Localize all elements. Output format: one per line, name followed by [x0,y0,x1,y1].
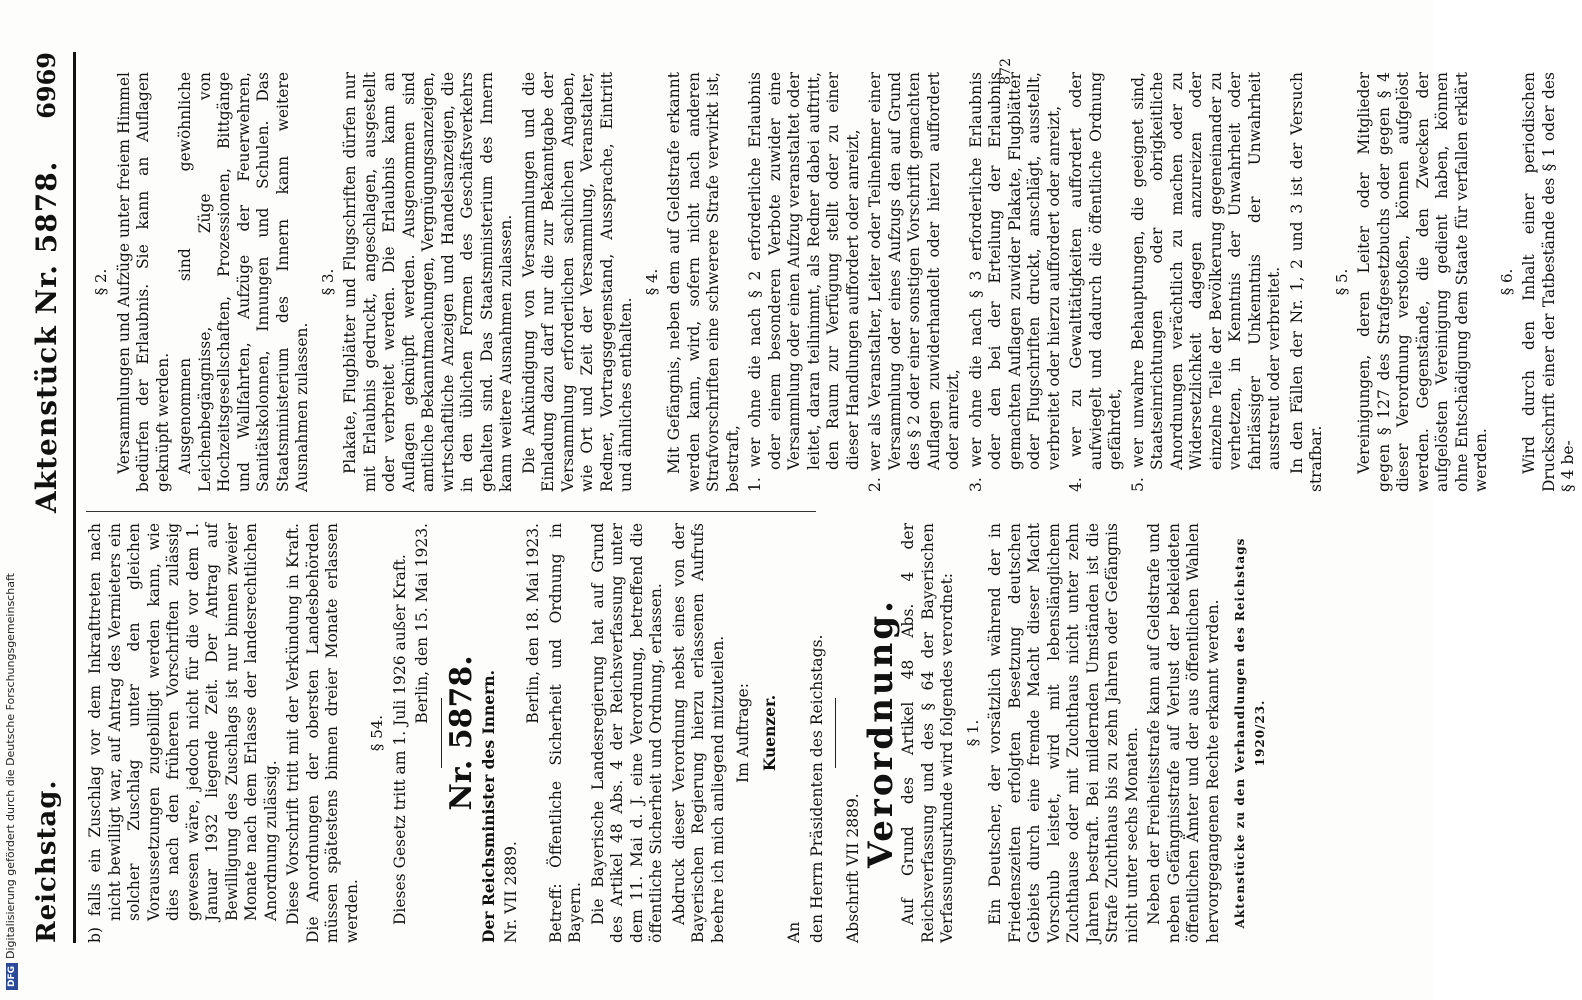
section-heading: § 54. [368,714,386,752]
list-item: 2. wer als Veranstalter, Leiter oder Teilnehmer einer Versammlung oder eines Aufzugs den auf Grund des § 2 oder einer sonstigen Vorschrift gemachten Auflagen zuwiderhandelt oder hierzu auffordert oder anreizt, [866,72,962,492]
paragraph: Neben der Freiheitsstrafe kann auf Geldstrafe und neben Gefängnisstrafe auf Verlust der bekleideten öffentlichen Ämter und der aus öffentlichen Wahlen hervorgegangenen Rechte erkannt werden. [1145,523,1222,943]
paragraph: Vereinigungen, deren Leiter oder Mitglieder gegen § 127 des Strafgesetzbuchs oder gegen § 4 dieser Verordnung verstoßen, können aufgelöst werden. Gegenstände, die den Zwecken der aufgelösten Vereinigung gedient haben, können ohne Entschädigung dem Staate für verfallen erklärt werden. [1355,72,1490,492]
list-item: 5. wer unwahre Behauptungen, die geeignet sind, Staatseinrichtungen oder obrigkeitliche Anordnungen verächtlich zu machen oder zu Widersetzlichkeit dagegen anzureizen oder einzelne Teile der Bevölkerung gegeneinander zu verhetzen, in Kenntnis der Unwahrheit oder fahrlässiger Unkenntnis der Unwahrheit ausstreut oder verbreitet. [1128,72,1283,492]
header-document-number: Aktenstück Nr. 5878. [30,160,63,513]
right-column [86,72,1582,492]
paragraph: Ausgenommen sind gewöhnliche Leichenbegängnisse, Züge von Hochzeitsgesellschaften, Prozessionen, Bittgänge und Wallfahrten, Aufzüge der Feuerwehren, Sanitätskolonnen, Innungen und Schulen. Das Staatsministerium des Innern kann weitere Ausnahmen zulassen. [176,72,311,492]
subject-line: Betreff: Öffentliche Sicherheit und Ordnung in Bayern. [546,523,584,943]
place-date: Berlin, den 18. Mai 1923. [524,523,542,724]
header-reichstag: Reichstag. [32,779,62,943]
section-heading: § 6. [1497,268,1516,296]
addressee: den Herrn Präsidenten des Reichstags. [807,634,826,943]
page-header [24,52,68,943]
list-item: 3. wer ohne die nach § 3 erforderliche Erlaubnis oder den bei der Erteilung der Erlaubnis gemachten Auflagen zuwider Plakate, Flugblätter oder Flugschriften druckt, anschlägt, ausstellt, verbreitet oder hierzu auffordert oder anreizt, [966,72,1063,492]
header-rule [73,52,76,943]
list-item: 4. wer zu Gewalttätigkeiten auffordert oder aufwiegelt und dadurch die öffentliche Ordnung gefährdet, [1067,72,1124,492]
paragraph: Auf Grund des Artikel 48 Abs. 4 der Reichsverfassung und des § 64 der Bayerischen Verfassungsurkunde wird folgendes verordnet: [899,523,956,943]
paragraph: In den Fällen der Nr. 1, 2 und 3 ist der Versuch strafbar. [1287,72,1325,492]
paragraph: Die Bayerische Landesregierung hat auf Grund des Artikel 48 Abs. 4 der Reichsverfassung unter dem 11. Mai d. J. eine Verordnung, betreffend die öffentliche Sicherheit und Ordnung, erlassen. [588,523,665,943]
place-date: Berlin, den 15. Mai 1923. [413,523,431,724]
funding-note [0,0,26,1000]
paragraph: Dieses Gesetz tritt am 1. Juli 1926 außer Kraft. [390,554,409,925]
section-heading: § 1. [963,719,982,747]
paragraph: Ein Deutscher, der vorsätzlich während der in Friedenszeiten erfolgten Besetzung deutschen Gebiets durch eine fremde Macht dieser Macht Vorschub leistet, wird mit lebenslänglichem Zuchthause oder mit Zuchthaus nicht unter zehn Jahren bestraft. Bei mildernden Umständen ist die Strafe Zuchthaus bis zu zehn Jahren oder Gefängnis nicht unter sechs Monaten. [986,523,1141,943]
copy-reference: Abschrift VII 2889. [844,793,862,943]
paragraph: Die Ankündigung von Versammlungen und die Einladung dazu darf nur die zur Bekanntgabe der Versammlung erforderlichen sachlichen Angaben, wie Ort und Zeit der Versammlung, Veranstalter, Redner, Vortragsgegenstand, Aussprache, Eintritt und ähnliches enthalten. [519,72,635,492]
authority-line: Der Reichsminister des Innern. [479,670,498,943]
paragraph: Diese Vorschrift tritt mit der Verkündung in Kraft. Die Anordnungen der obersten Landesbehörden müssen spätestens binnen dreier Monate erlassen werden. [284,523,361,943]
funding-text: Digitalisierung gefördert durch die Deutsche Forschungsgemeinschaft [4,573,17,959]
bottom-page-number: 872 [998,58,1014,85]
list-item: 1. wer ohne die nach § 2 erforderliche Erlaubnis oder einem besonderen Verbote zuwider eine Versammlung oder einen Aufzug veranstaltet oder leitet, daran teilnimmt, als Redner dabei auftritt, den Raum zur Verfügung stellt oder zu einer dieser Handlungen auffordert oder anreizt, [746,72,862,492]
reference-number: Nr. VII 2889. [501,841,520,943]
paragraph: Abdruck dieser Verordnung nebst eines von der Bayerischen Regierung hierzu erlassenen Aufrufs beehre ich mich anliegend mitzuteilen. [669,523,727,943]
ordinance-title: Verordnung. [860,598,901,868]
divider [441,698,442,768]
im-auftrage: Im Auftrage: [734,683,752,783]
dfg-logo-icon: DFG [6,963,18,990]
signature: Kuenzer. [759,694,779,772]
section-heading: § 3. [318,268,337,296]
paragraph: Wird durch den Inhalt einer periodischen Druckschrift einer der Tatbestände des § 1 oder des § 4 be- [1520,72,1577,492]
section-heading: § 4. [642,268,661,296]
document-title: Nr. 5878. [443,655,479,811]
header-page-number: 6969 [32,52,61,119]
addressee-an: An [785,921,803,943]
paragraph: Plakate, Flugblätter und Flugschriften dürfen nur mit Erlaubnis gedruckt, angeschlagen, ausgestellt oder verbreitet werden. Die Erlaubnis kann an Auflagen geknüpft werden. Ausgenommen sind amtliche Bekanntmachungen, Vergnügungsanzeigen, wirtschaftliche Anzeigen und Handelsanzeigen, die in den üblichen Formen des Geschäftsverkehrs gehalten sind. Das Staatsministerium des Innern kann weitere Ausnahmen zulassen. [341,72,515,492]
column-divider [86,511,816,512]
section-heading: § 5. [1332,268,1351,296]
footnote: Aktenstücke zu den Verhandlungen des Reichstags 1920/23. [1233,537,1267,929]
section-heading: § 2. [92,268,110,296]
paragraph: Versammlungen und Aufzüge unter freiem Himmel bedürfen der Erlaubnis. Sie kann an Auflagen geknüpft werden. [114,72,172,492]
paragraph-item-b: b) falls ein Zuschlag vor dem Inkrafttreten nach nicht bewilligt war, auf Antrag des Vermieters ein solcher Zuschlag unter den gleichen Voraussetzungen zugebilligt werden kann, wie dies nach den früheren Vorschriften zulässig gewesen wäre, jedoch nicht für die vor dem 1. Januar 1932 liegende Zeit. Der Antrag auf Bewilligung des Zuschlags ist nur binnen zweier Monate nach dem Erlasse der landesrechtlichen Anordnung zulässig. [86,523,280,943]
divider [835,698,836,768]
left-column [86,523,1273,943]
paragraph: Mit Gefängnis, neben dem auf Geldstrafe erkannt werden kann, wird, sofern nicht nach anderen Strafvorschriften eine schwerere Strafe verwirkt ist, bestraft, [665,72,742,492]
